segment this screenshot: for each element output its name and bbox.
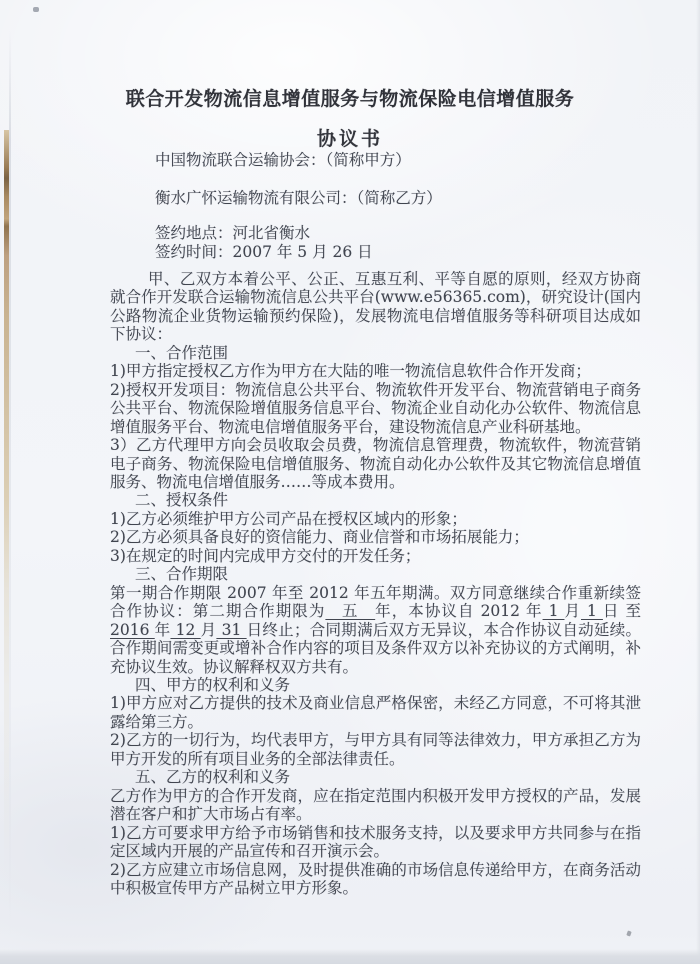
contract-body	[110, 270, 641, 897]
section-5-heading: 五、乙方的权利和义务	[135, 768, 291, 787]
intro-paragraph: 甲、乙双方本着公平、公正、互惠互利、平等自愿的原则，经双方协商就合作开发联合运输物流信息公共平台(www.e56365.com)，研究设计(国内公路物流企业货物运输预约保险)，发展物流电信增值服务等科研项目达成如下协议：	[110, 270, 641, 344]
scan-speck	[626, 930, 631, 936]
term-paragraph: 第一期合作期限 2007 年至 2012 年五年期满。双方同意继续合作重新续签合作协议：第二期合作期限为 五 年，本协议自 2012 年 1 月 1 日 至 2016 年 12 月 31 日终止；合同期满后双方无异议，本合作协议自动延续。合作期间需变更或增补合作内容的项目及条件双方以补充协议的方式阐明，补充协议生效。协议解释权双方共有。	[110, 583, 641, 676]
section-5-item-2: 2)乙方应建立市场信息网，及时提供准确的市场信息传递给甲方，在商务活动中积极宣传甲方产品树立甲方形象。	[110, 860, 641, 897]
section-1-item-2: 2)授权开发项目：物流信息公共平台、物流软件开发平台、物流营销电子商务公共平台、物流保险增值服务信息平台、物流企业自动化办公软件、物流信息增值服务平台、物流电信增值服务平台，建设物流信息产业科研基地。	[110, 380, 641, 436]
bottom-edge-shadow	[0, 949, 700, 964]
document-title-line2: 协议书	[316, 128, 383, 150]
section-1-item-1: 1)甲方指定授权乙方作为甲方在大陆的唯一物流信息软件合作开发商；	[110, 362, 591, 381]
section-1-heading: 一、合作范围	[135, 343, 229, 362]
section-3-heading: 三、合作期限	[135, 565, 229, 584]
section-5-intro: 乙方作为甲方的合作开发商，应在指定范围内积极开发甲方授权的产品，发展潜在客户和扩大市场占有率。	[110, 786, 641, 824]
party-a-line: 中国物流联合运输协会：（简称甲方）	[155, 151, 411, 169]
signing-date-line: 签约时间：2007 年 5 月 26 日	[155, 243, 373, 261]
section-4-heading: 四、甲方的权利和义务	[135, 675, 291, 694]
section-2-item-1: 1)乙方必须维护甲方公司产品在授权区域内的形象；	[110, 509, 467, 528]
signing-location-line: 签约地点：河北省衡水	[155, 224, 311, 242]
document-title-line1: 联合开发物流信息增值服务与物流保险电信增值服务	[125, 88, 575, 110]
scan-speck	[33, 7, 39, 12]
party-b-line: 衡水广怀运输物流有限公司：（简称乙方）	[155, 189, 442, 207]
section-2-item-3: 3)在规定的时间内完成甲方交付的开发任务；	[110, 546, 421, 565]
section-4-item-1: 1)甲方应对乙方提供的技术及商业信息严格保密，未经乙方同意，不可将其泄露给第三方。	[110, 694, 641, 731]
section-2-item-2: 2)乙方必须具备良好的资信能力、商业信誉和市场拓展能力；	[110, 528, 529, 547]
section-1-item-3: 3）乙方代理甲方向会员收取会员费，物流信息管理费，物流软件，物流营销电子商务、物流保险电信增值服务、物流自动化办公软件及其它物流信息增值服务、物流电信增值服务……等成本费用。	[110, 436, 641, 491]
section-5-item-1: 1)乙方可要求甲方给予市场销售和技术服务支持，以及要求甲方共同参与在指定区域内开展的产品宣传和召开演示会。	[110, 823, 641, 861]
section-4-item-2: 2)乙方的一切行为，均代表甲方，与甲方具有同等法律效力，甲方承担乙方为甲方开发的所有项目业务的全部法律责任。	[110, 731, 641, 768]
left-edge-scan-line	[9, 30, 11, 940]
section-2-heading: 二、授权条件	[135, 491, 229, 510]
